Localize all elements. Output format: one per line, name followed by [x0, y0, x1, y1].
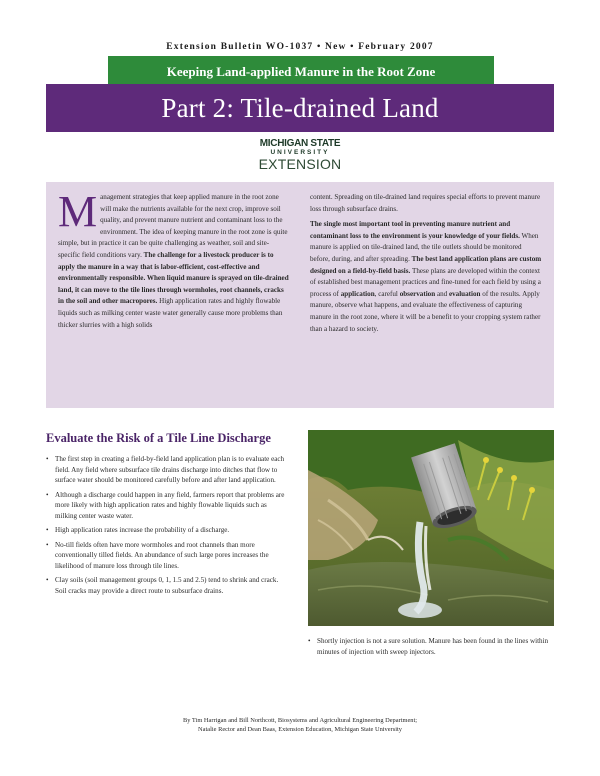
bullet-marker: •: [308, 637, 311, 645]
photo-caption: [308, 636, 554, 657]
intro-evaluation-bold: evaluation: [448, 289, 481, 298]
bullet-text: High application rates increase the probability of a discharge.: [55, 526, 230, 534]
bullet-text: Clay soils (soil management groups 0, 1, 1.5 and 2.5) tend to shrink and crack. Soil cracks may provide a direct route to subsurface drains.: [55, 576, 279, 595]
authors-footer: [0, 716, 600, 734]
list-item: [46, 575, 286, 596]
intro-results-text: of the results. Apply manure, observe what happens, and evaluate the effectiveness of capturing manure in the root zone, where it will be a benefit to your cropping system rather than a hazard to society.: [310, 289, 541, 333]
intro-plans-text: These plans are developed within the context of established best management practices and fine-tuned for each field by using a process of: [310, 266, 541, 298]
bullet-text: No-till fields often have more wormholes and root channels than more conventionally tilled fields. An abundance of such large pores increases the likelihood of manure loss through tile lines.: [55, 540, 269, 570]
intro-box: [46, 182, 554, 408]
intro-careful-text: , careful: [374, 289, 398, 298]
list-item: [308, 636, 554, 657]
bullet-text: The first step in creating a field-by-field land application plan is to evaluate each field. Any field where subsurface tile drains discharge into ditches that flow to surface water should be monitored carefully before and after land application.: [55, 455, 285, 484]
list-item: [46, 525, 286, 536]
logo-line-1: MICHIGAN STATE: [259, 138, 341, 149]
caption-text: Shortly injection is not a sure solution. Manure has been found in the lines within minutes of injection with sweep injectors.: [317, 637, 549, 656]
tile-outlet-illustration: [308, 430, 554, 626]
intro-plans-bold: The best land application plans are custom designed on a field-by-field basis.: [310, 254, 542, 275]
bullet-marker: •: [46, 540, 49, 549]
part-title: Part 2: Tile-drained Land: [161, 92, 439, 123]
tile-outlet-photo: [308, 430, 554, 626]
bullet-marker: •: [46, 455, 49, 463]
intro-paragraph-1: anagement strategies that keep applied manure in the root zone will make the nutrients available for the next crop, improve soil quality, and prevent manure nutrient and contaminant loss to the environment. The idea of keeping manure in the root zone is quite simple, but in practice it can be quite challenging as weather, soil and site-specific field conditions vary.: [58, 193, 288, 259]
intro-challenge-bold: The challenge for a livestock producer is to apply the manure in a way that is labor-efficient, cost-effective and environmentally responsible. When liquid manure is sprayed on tile-drained land, it can move to the tile lines through wormholes, root channels, cracks in the soil and other macropores.: [58, 250, 289, 306]
risk-bullet-list: [46, 454, 286, 600]
intro-continued: content. Spreading on tile-drained land requires special efforts to prevent manure loss through subsurface drains.: [310, 193, 541, 213]
intro-and-text: and: [436, 289, 448, 298]
intro-monitoring-text: When manure is applied on tile-drained land, the tile outlets should be monitored before, during, and after spreading.: [310, 231, 539, 263]
bullet-marker: •: [46, 490, 49, 499]
footer-line-1: By Tim Harrigan and Bill Northcott, Biosystems and Agricultural Engineering Department;: [182, 717, 418, 724]
intro-observation-bold: observation: [399, 289, 436, 298]
logo-line-3: EXTENSION: [258, 156, 342, 172]
section-heading: Evaluate the Risk of a Tile Line Discharge: [46, 431, 271, 445]
msu-extension-logo: [255, 138, 345, 176]
part-title-banner: [46, 84, 554, 132]
list-item: [46, 540, 286, 572]
bullet-marker: •: [46, 576, 49, 584]
drop-cap: M: [58, 192, 98, 236]
bullet-marker: •: [46, 526, 49, 534]
intro-column-left: [58, 192, 290, 402]
intro-key-tool-bold: The single most important tool in preventing manure nutrient and contaminant loss to the environment is your knowledge of your fields.: [310, 220, 520, 240]
intro-application-bold: application: [340, 289, 375, 298]
bulletin-number: Extension Bulletin WO-1037 • New • February 2007: [166, 42, 434, 52]
bullet-text: Although a discharge could happen in any field, farmers report that problems are more likely with high application rates and highly flowable liquids such as milking center waste water.: [55, 490, 285, 520]
intro-column-right: [310, 192, 542, 402]
logo-line-2: UNIVERSITY: [270, 149, 330, 156]
series-title: Keeping Land-applied Manure in the Root Zone: [166, 64, 436, 79]
list-item: [46, 490, 286, 522]
footer-line-2: Natalie Rector and Dean Baas, Extension Education, Michigan State University: [198, 726, 402, 733]
list-item: [46, 454, 286, 486]
intro-paragraph-2: High application rates and highly flowable liquids such as milking center waste water generally cause more problems than thicker slurries with a high solids: [58, 297, 283, 329]
